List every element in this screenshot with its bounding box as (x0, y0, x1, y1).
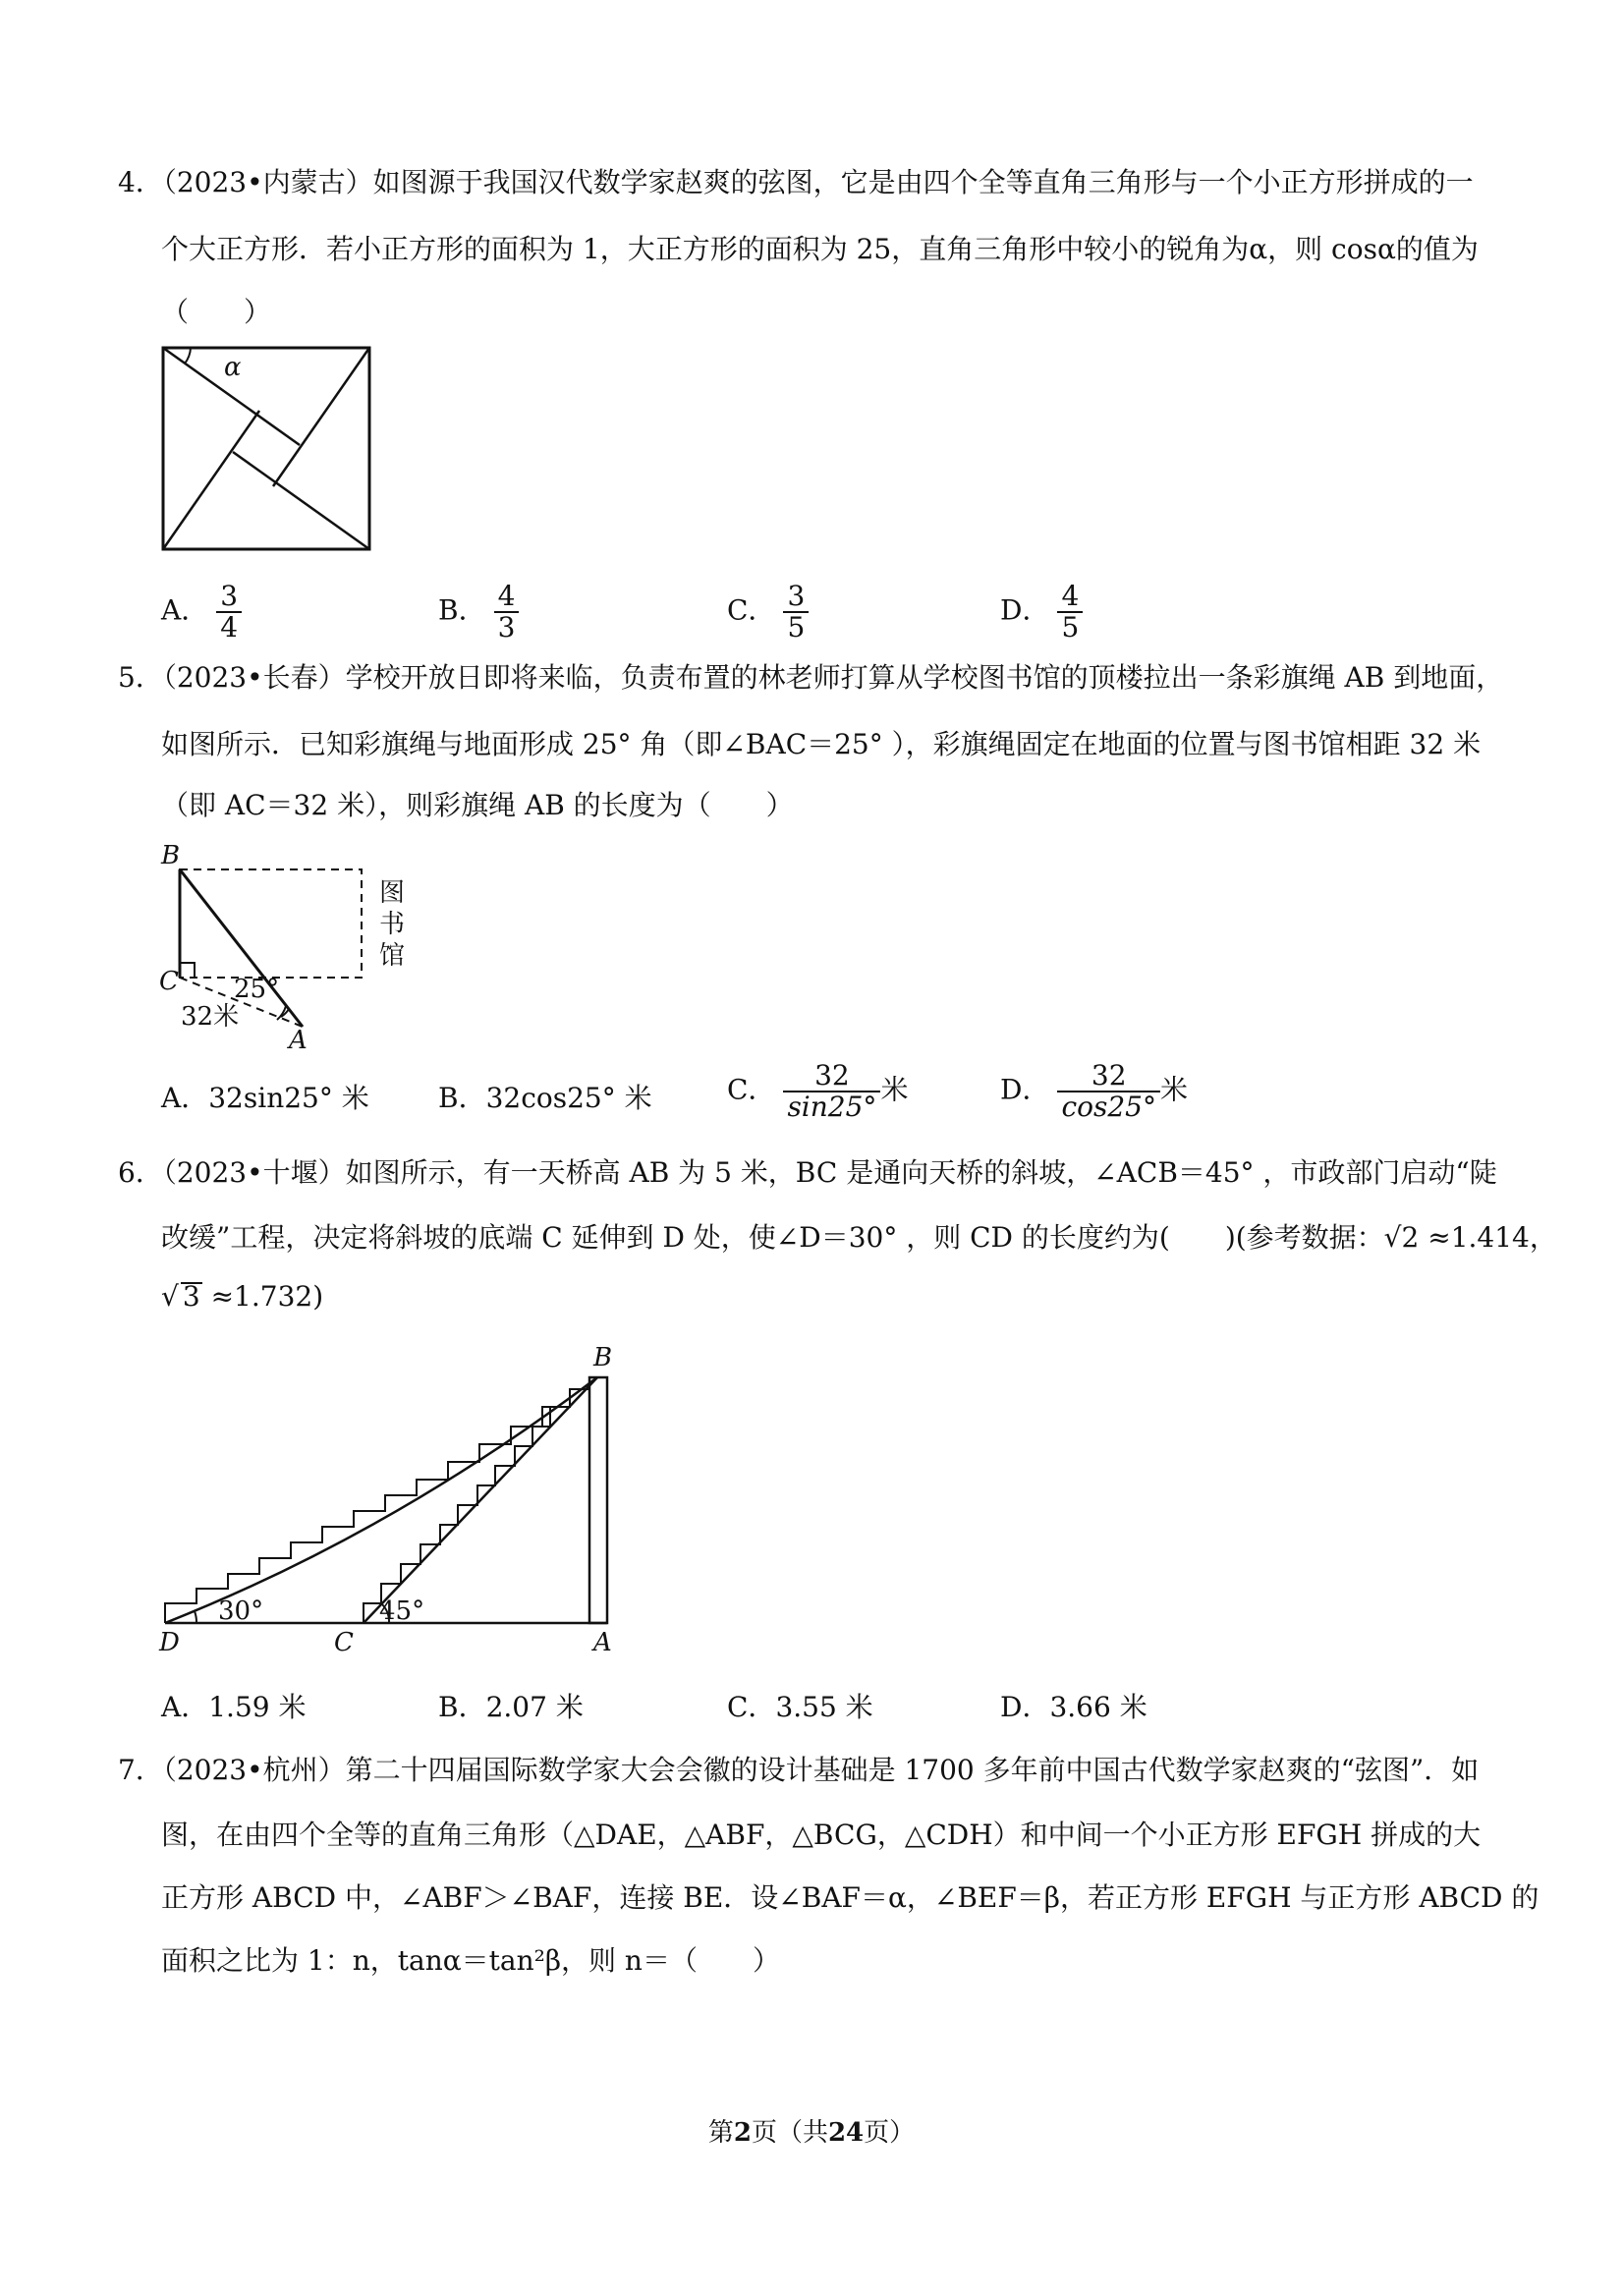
q6-stem-line3: √ 3 ≈1.732) (161, 1280, 324, 1313)
q5-label-c: C (159, 967, 179, 996)
q5-stem-line1: 5．（2023•长春）学校开放日即将来临，负责布置的林老师打算从学校图书馆的顶楼拉出一条彩旗绳 AB 到地面， (118, 661, 1504, 694)
q6-label-d: D (159, 1628, 180, 1657)
q5-distance-label: 32米 (181, 1002, 240, 1032)
q4-option-b: B． $\frac{4}{3}$ (438, 582, 519, 643)
q5-option-a: A．32sin25° 米 (161, 1082, 369, 1114)
q5-building-char-3: 馆 (379, 941, 406, 971)
q6-label-b: B (593, 1343, 613, 1372)
q5-stem-line3: （即 AC＝32 米），则彩旗绳 AB 的长度为（ ） (161, 789, 794, 821)
q5-option-c: C． $\frac{32}{\sin 25^\circ}$ 米 (727, 1059, 909, 1123)
q4-stem-line1: 4．（2023•内蒙古）如图源于我国汉代数学家赵爽的弦图，它是由四个全等直角三角形与一个小正方形拼成的一 (118, 166, 1474, 198)
q4-option-c: C． $\frac{3}{5}$ (727, 582, 809, 643)
q6-option-b: B．2.07 米 (438, 1691, 584, 1723)
q5-angle-label: 25° (234, 975, 280, 1004)
q5-stem-line2: 如图所示．已知彩旗绳与地面形成 25° 角（即∠BAC＝25° ），彩旗绳固定在地面的位置与图书馆相距 32 米 (161, 728, 1482, 760)
q4-alpha-label: α (224, 353, 242, 382)
q6-label-a: A (593, 1628, 612, 1657)
q7-stem-line2: 图，在由四个全等的直角三角形（△DAE，△ABF，△BCG，△CDH）和中间一个小正方形 EFGH 拼成的大 (161, 1819, 1482, 1851)
q4-stem-line3: （ ） (161, 296, 272, 328)
q7-stem-line3: 正方形 ABCD 中，∠ABF＞∠BAF，连接 BE．设∠BAF＝α，∠BEF＝β，若正方形 EFGH 与正方形 ABCD 的 (161, 1881, 1539, 1914)
q6-angle-30: 30° (218, 1596, 264, 1626)
q6-angle-45: 45° (379, 1596, 425, 1626)
q6-stem-line1: 6．（2023•十堰）如图所示，有一天桥高 AB 为 5 米，BC 是通向天桥的斜坡，∠ACB＝45° ，市政部门启动“陡 (118, 1156, 1497, 1189)
q7-stem-line4: 面积之比为 1：n，tanα＝tan²β，则 n＝（ ） (161, 1944, 780, 1977)
q5-option-b: B．32cos25° 米 (438, 1082, 652, 1114)
q4-stem-line2: 个大正方形．若小正方形的面积为 1，大正方形的面积为 25，直角三角形中较小的锐角为α，则 cosα的值为 (161, 233, 1479, 265)
q5-label-a: A (289, 1026, 308, 1051)
q4-option-a: A． $\frac{3}{4}$ (161, 582, 242, 643)
q5-building-char-2: 书 (379, 910, 406, 939)
q4-option-d: D． $\frac{4}{5}$ (1000, 582, 1083, 643)
q5-building-char-1: 图 (379, 878, 406, 908)
q5-option-d: D． $\frac{32}{\cos 25^\circ}$ 米 (1000, 1059, 1189, 1123)
q6-option-c: C．3.55 米 (727, 1691, 873, 1723)
q7-stem-line1: 7．（2023•杭州）第二十四届国际数学家大会会徽的设计基础是 1700 多年前中国古代数学家赵爽的“弦图”．如 (118, 1754, 1480, 1786)
q6-label-c: C (334, 1628, 354, 1657)
q6-figure (157, 1336, 629, 1660)
q4-figure (157, 344, 378, 555)
q5-figure (155, 840, 430, 1051)
q6-stem-line2: 改缓”工程，决定将斜坡的底端 C 延伸到 D 处，使∠D＝30° ，则 CD 的长度约为( )(参考数据：√2 ≈1.414， (161, 1221, 1557, 1254)
q6-option-d: D．3.66 米 (1000, 1691, 1147, 1723)
page-footer: 第2页（共24页） (707, 2118, 916, 2148)
q6-option-a: A．1.59 米 (161, 1691, 307, 1723)
q5-label-b: B (161, 841, 181, 870)
